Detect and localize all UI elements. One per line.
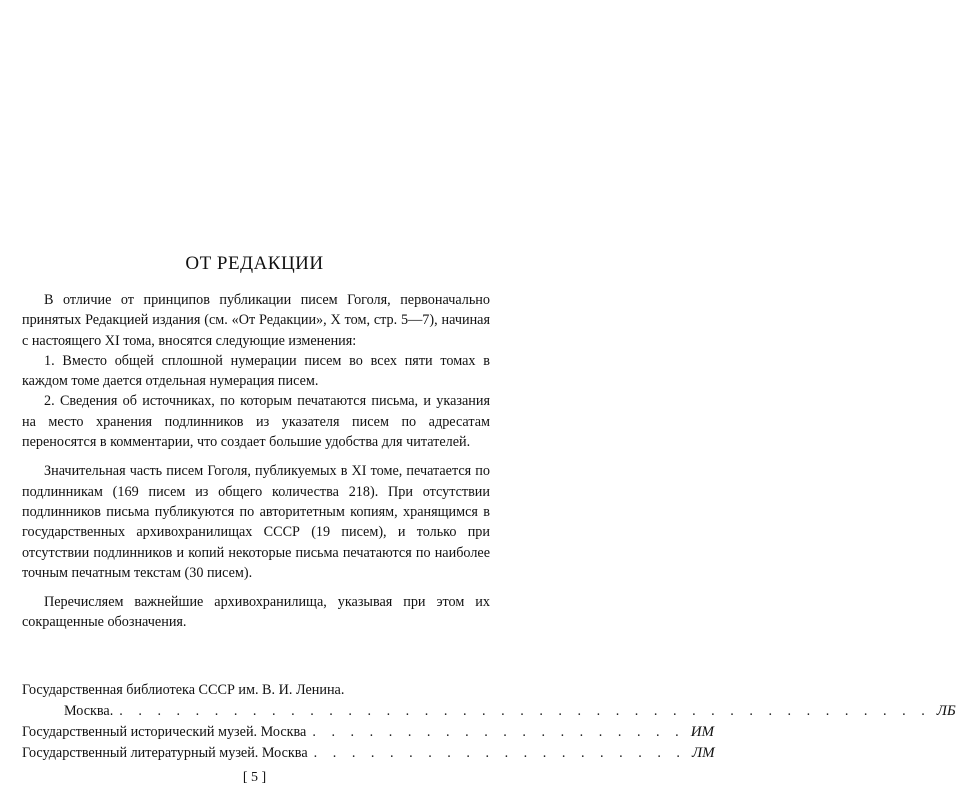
archive-abbreviation: ЛМ — [691, 745, 715, 761]
paragraph-sources: Значительная часть писем Гоголя, публикуемых в XI томе, печатается по подлинникам (169 писем из общего количества 218). При отсутствии подлинников письма публикуются по авторитетным копиям, хранящимся в государственных архивохранилищах СССР (19 писем), и только при отсутствии подлинников и копий некоторые письма печатаются по наиболее точным печатным текстам (30 писем). — [22, 463, 490, 581]
paragraph-change-1: 1. Вместо общей сплошной нумерации писем во всех пяти томах в каждом томе дается отдельная нумерация писем. — [22, 352, 490, 390]
dot-leader: . . . . . . . . . . . . . . . . . . . . . . . . . . . . . . . . . . . . . . . . . . . — [119, 703, 931, 719]
archive-abbreviation: ИМ — [690, 724, 715, 740]
dot-leader: . . . . . . . . . . . . . . . . . . . . — [313, 745, 686, 761]
paragraph-intro: В отличие от принципов публикации писем Гоголя, первоначально принятых Редакцией издания (см. «От Редакции», X том, стр. 5—7), начиная с настоящего XI тома, вносятся следующие изменения: — [22, 292, 490, 349]
archive-name-continued: Москва. — [64, 703, 114, 719]
section-heading: ОТ РЕДАКЦИИ — [185, 253, 324, 274]
archive-name: Государственная библиотека СССР им. В. И. Ленина. — [22, 682, 345, 698]
archive-name: Государственный литературный музей. Москва — [22, 745, 308, 761]
dot-leader: . . . . . . . . . . . . . . . . . . . . — [312, 724, 685, 740]
archive-list — [22, 680, 956, 764]
paragraph-archives-intro: Перечисляем важнейшие архивохранилища, указывая при этом их сокращенные обозначения. — [22, 594, 490, 631]
paragraph-change-2: 2. Сведения об источниках, по которым печатаются письма, и указания на место хранения подлинников из указателя писем по адресатам переносятся в комментарии, что создает большие удобства для читателей. — [22, 393, 490, 451]
archive-entry-lb-line2 — [22, 701, 956, 722]
archive-entry-lb-line1 — [22, 680, 490, 701]
archive-name: Государственный исторический музей. Москва — [22, 724, 307, 740]
archive-entry-im — [22, 722, 715, 743]
archive-entry-lm — [22, 743, 715, 764]
archive-abbreviation: ЛБ — [936, 703, 956, 719]
page-number: [ 5 ] — [242, 770, 267, 785]
editorial-text — [22, 290, 490, 633]
